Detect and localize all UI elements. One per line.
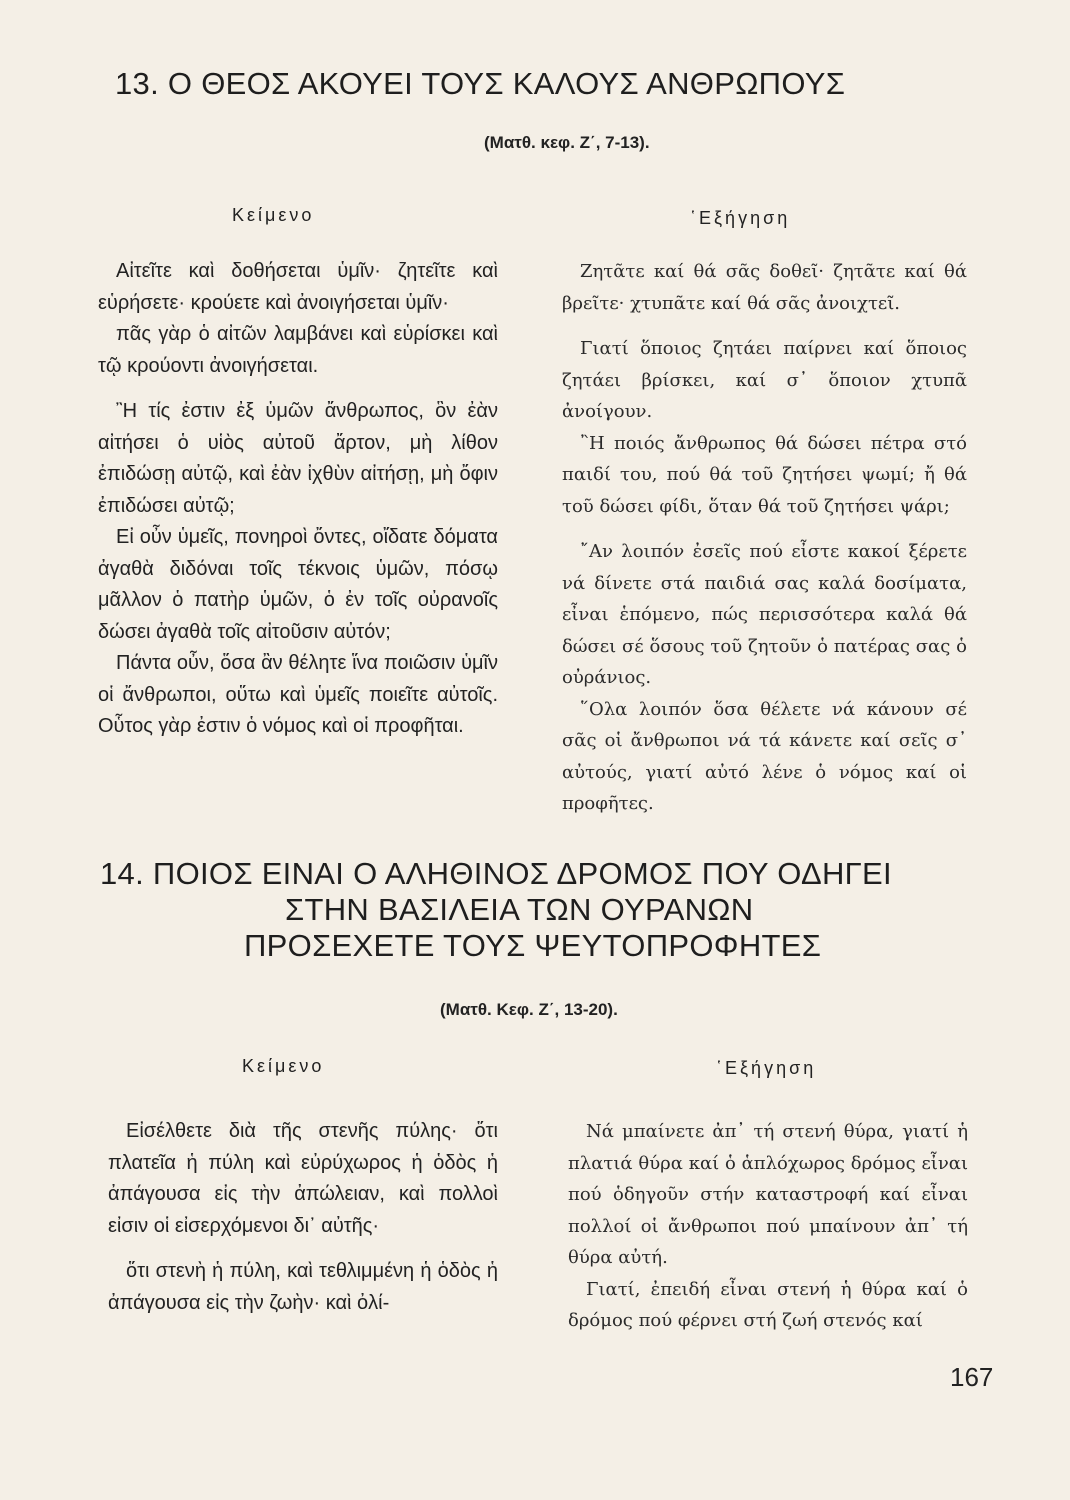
section-14-title-line-3: ΠΡΟΣΕΧΕΤΕ ΤΟΥΣ ΨΕΥΤΟΠΡΟΦΗΤΕΣ — [244, 928, 822, 963]
section-13-explanation-paragraph: ῍Η ποιός ἄνθρωπος θά δώσει πέτρα στό παιδί του, πού θά τοῦ ζητήσει ψωμί; ἤ θά τοῦ δώσει φίδι, ὅταν θά τοῦ ζητήσει ψάρι; — [562, 432, 967, 517]
section-14-explanation-paragraph: Νά μπαίνετε ἀπ᾿ τή στενή θύρα, γιατί ἡ πλατιά θύρα καί ὁ ἁπλόχωρος δρόμος εἶναι πού ὁδηγοῦν στήν καταστροφή καί εἶναι πολλοί οἱ ἄνθρωποι πού μπαίνουν ἀπ᾿ τή θύρα αὐτή. — [568, 1121, 968, 1268]
section-13-text-paragraph: ῍Η τίς ἐστιν ἐξ ὑμῶν ἄνθρωπος, ὃν ἐὰν αἰτήσει ὁ υἱὸς αὐτοῦ ἄρτον, μὴ λίθον ἐπιδώσῃ αὐτῷ, καὶ ἐὰν ἰχθὺν αἰτήσῃ, μὴ ὄφιν ἐπιδώσει αὐτῷ; — [98, 400, 498, 517]
section-13-left-label: Κείμενο — [232, 205, 315, 225]
section-14-explanation-column — [568, 1116, 968, 1337]
section-13-reference: (Ματθ. κεφ. Ζ΄, 7-13). — [484, 133, 650, 152]
section-14-left-label: Κείμενο — [242, 1056, 325, 1076]
section-13-text-paragraph: Πάντα οὖν, ὅσα ἂν θέλητε ἵνα ποιῶσιν ὑμῖν οἱ ἄνθρωποι, οὕτω καὶ ὑμεῖς ποιεῖτε αὐτοῖς. Οὗτος γὰρ ἐστιν ὁ νόμος καὶ οἱ προφῆται. — [98, 652, 498, 737]
section-13-text-column — [98, 256, 498, 743]
section-14-explanation-paragraph: Γιατί, ἐπειδή εἶναι στενή ἡ θύρα καί ὁ δρόμος πού φέρνει στή ζωή στενός καί — [568, 1278, 968, 1331]
section-13-text-paragraph: Εἰ οὖν ὑμεῖς, πονηροὶ ὄντες, οἴδατε δόματα ἀγαθὰ διδόναι τοῖς τέκνοις ὑμῶν, πόσῳ μᾶλλον ὁ πατὴρ ὑμῶν, ὁ ἐν τοῖς οὐρανοῖς δώσει ἀγαθὰ τοῖς αἰτοῦσιν αὐτόν; — [98, 526, 498, 643]
page-number: 167 — [950, 1362, 994, 1392]
section-14-text-paragraph: Εἰσέλθετε διὰ τῆς στενῆς πύλης· ὅτι πλατεῖα ἡ πύλη καὶ εὐρύχωρος ἡ ὁδὸς ἡ ἀπάγουσα εἰς τὴν ἀπώλειαν, καὶ πολλοὶ εἰσιν οἱ εἰσερχόμενοι δι᾿ αὐτῆς· — [108, 1120, 498, 1237]
section-14-title-line-1: 14. ΠΟΙΟΣ ΕΙΝΑΙ Ο ΑΛΗΘΙΝΟΣ ΔΡΟΜΟΣ ΠΟΥ ΟΔΗΓΕΙ — [100, 856, 892, 891]
section-13-text-paragraph: πᾶς γὰρ ὁ αἰτῶν λαμβάνει καὶ εὑρίσκει καὶ τῷ κρούοντι ἀνοιγήσεται. — [98, 323, 498, 377]
section-13-explanation-paragraph: Ζητᾶτε καί θά σᾶς δοθεῖ· ζητᾶτε καί θά βρεῖτε· χτυπᾶτε καί θά σᾶς ἀνοιχτεῖ. — [562, 261, 967, 314]
section-13-explanation-paragraph: ῎Αν λοιπόν ἐσεῖς πού εἶστε κακοί ξέρετε νά δίνετε στά παιδιά σας καλά δοσίματα, εἶναι ἑπόμενο, πώς περισσότερα καλά θά δώσει σέ ὅσους τοῦ ζητοῦν ὁ πατέρας σας ὁ οὐράνιος. — [562, 541, 967, 688]
section-14-text-paragraph: ὅτι στενὴ ἡ πύλη, καὶ τεθλιμμένη ἡ ὁδὸς ἡ ἀπάγουσα εἰς τὴν ζωὴν· καὶ ὀλί- — [108, 1260, 498, 1314]
section-13-text-paragraph: Αἰτεῖτε καὶ δοθήσεται ὑμῖν· ζητεῖτε καὶ εὑρήσετε· κρούετε καὶ ἀνοιγήσεται ὑμῖν· — [98, 260, 498, 314]
section-13-explanation-paragraph: ῞Ολα λοιπόν ὅσα θέλετε νά κάνουν σέ σᾶς οἱ ἄνθρωποι νά τά κάνετε καί σεῖς σ᾿ αὐτούς, γιατί αὐτό λένε ὁ νόμος καί οἱ προφῆτες. — [562, 698, 967, 814]
section-13-explanation-column — [562, 256, 967, 820]
section-13-right-label: ῾Εξήγηση — [690, 208, 791, 228]
section-13-title: 13. Ο ΘΕΟΣ ΑΚΟΥΕΙ ΤΟΥΣ ΚΑΛΟΥΣ ΑΝΘΡΩΠΟΥΣ — [115, 66, 846, 101]
section-13-explanation-paragraph: Γιατί ὅποιος ζητάει παίρνει καί ὅποιος ζητάει βρίσκει, καί σ᾿ ὅποιον χτυπᾶ ἀνοίγουν. — [562, 338, 967, 422]
section-14-right-label: ῾Εξήγηση — [716, 1058, 817, 1078]
section-14-text-column — [108, 1116, 498, 1319]
section-14-title-line-2: ΣΤΗΝ ΒΑΣΙΛΕΙΑ ΤΩΝ ΟΥΡΑΝΩΝ — [285, 892, 754, 927]
section-14-reference: (Ματθ. Κεφ. Ζ΄, 13-20). — [440, 1000, 618, 1019]
